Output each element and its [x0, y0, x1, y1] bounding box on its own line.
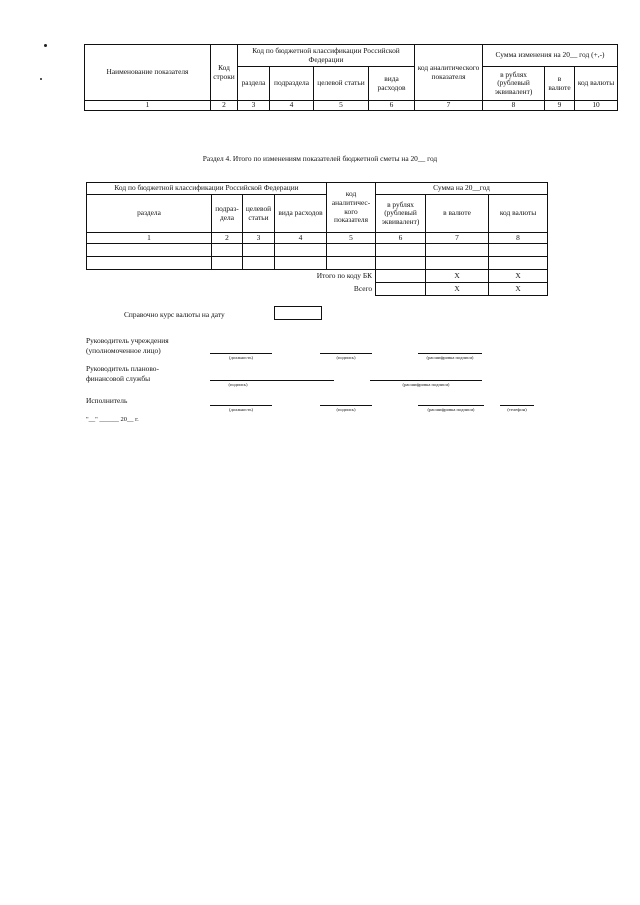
table-cell	[426, 257, 489, 270]
table-cell	[489, 257, 548, 270]
col-budget-classification: Код по бюджетной классификации Российской Федерации	[238, 45, 415, 67]
caption-decoding: (расшифровка подписи)	[426, 355, 474, 360]
caption-decoding: (расшифровка подписи)	[402, 382, 450, 387]
table-cell	[243, 244, 275, 257]
plan-decoding-line[interactable]	[370, 380, 482, 381]
section-4-title: Раздел 4. Итого по изменениям показателей бюджетной сметы на 20__ год	[202, 154, 438, 163]
col-sum: Сумма на 20__год	[376, 183, 548, 195]
head-signature-label: Руководитель учреждения (уполномоченное лицо)	[86, 336, 169, 355]
col-rubles: в рублях (рублевый эквивалент)	[483, 67, 545, 101]
table-cell	[489, 244, 548, 257]
x-mark: X	[489, 283, 548, 296]
col-number: 10	[575, 101, 618, 111]
col-subsection: подраз-дела	[212, 195, 243, 233]
table-cell	[376, 270, 426, 283]
table-cell	[376, 257, 426, 270]
exec-decoding-line[interactable]	[418, 405, 484, 406]
col-subsection: подраздела	[270, 67, 314, 101]
col-number: 3	[238, 101, 270, 111]
table-cell	[327, 244, 376, 257]
col-number: 1	[85, 101, 211, 111]
caption-phone: (телефон)	[507, 407, 527, 412]
col-currency-code: код валюты	[489, 195, 548, 233]
scan-speck	[40, 78, 42, 80]
table-cell	[212, 244, 243, 257]
x-mark: X	[426, 270, 489, 283]
col-number: 6	[376, 233, 426, 244]
col-number: 3	[243, 233, 275, 244]
col-number: 9	[545, 101, 575, 111]
exchange-rate-label: Справочно курс валюты на дату	[124, 310, 225, 319]
total-bk-row	[87, 270, 548, 283]
col-number: 4	[270, 101, 314, 111]
column-number-row	[87, 233, 548, 244]
col-target-article: целевой статьи	[314, 67, 369, 101]
caption-signature: (подпись)	[228, 382, 248, 387]
table-cell	[327, 257, 376, 270]
col-number: 5	[327, 233, 376, 244]
col-line-code: Код строки	[211, 45, 238, 101]
section-4-totals-table	[86, 182, 548, 296]
table-cell	[426, 244, 489, 257]
col-number: 7	[426, 233, 489, 244]
col-number: 6	[369, 101, 415, 111]
table-cell	[275, 244, 327, 257]
date-line[interactable]: "__" ______ 20__ г.	[86, 416, 139, 423]
caption-decoding: (расшифровка подписи)	[427, 407, 475, 412]
caption-position: (должность)	[228, 407, 254, 412]
head-decoding-line[interactable]	[418, 353, 482, 354]
table-cell	[87, 244, 212, 257]
exchange-rate-date-field[interactable]	[274, 306, 322, 320]
col-number: 2	[212, 233, 243, 244]
col-number: 1	[87, 233, 212, 244]
caption-position: (должность)	[228, 355, 254, 360]
exec-position-line[interactable]	[210, 405, 272, 406]
table-cell	[376, 244, 426, 257]
table-cell	[243, 257, 275, 270]
table-row	[87, 244, 548, 257]
col-change-sum: Сумма изменения на 20__ год (+,-)	[483, 45, 618, 67]
col-indicator-name: Наименование показателя	[85, 45, 211, 101]
col-target-article: целевой статьи	[243, 195, 275, 233]
col-section: раздела	[87, 195, 212, 233]
exec-signature-line[interactable]	[320, 405, 372, 406]
col-analytic-code: код аналитического показателя	[415, 45, 483, 101]
col-budget-classification: Код по бюджетной классификации Российской Федерации	[87, 183, 327, 195]
table-row	[87, 257, 548, 270]
col-expense-type: вида расходов	[369, 67, 415, 101]
col-section: раздела	[238, 67, 270, 101]
caption-signature: (подпись)	[336, 407, 356, 412]
total-label: Всего	[353, 283, 373, 293]
col-currency-code: код валюты	[575, 67, 618, 101]
plan-signature-line[interactable]	[210, 380, 334, 381]
indicator-change-table	[84, 44, 618, 111]
plan-signature-label: Руководитель планово-финансовой службы	[86, 364, 159, 383]
col-expense-type: вида расходов	[275, 195, 327, 233]
head-signature-line[interactable]	[320, 353, 372, 354]
caption-signature: (подпись)	[336, 355, 356, 360]
table-cell	[376, 283, 426, 296]
x-mark: X	[489, 270, 548, 283]
total-bk-label: Итого по коду БК	[316, 270, 373, 280]
col-number: 8	[483, 101, 545, 111]
table-cell	[275, 257, 327, 270]
column-number-row	[85, 101, 618, 111]
total-row	[87, 283, 548, 296]
col-number: 4	[275, 233, 327, 244]
col-currency: в валюте	[426, 195, 489, 233]
col-number: 8	[489, 233, 548, 244]
col-currency: в валюте	[545, 67, 575, 101]
col-number: 5	[314, 101, 369, 111]
head-position-line[interactable]	[210, 353, 272, 354]
table-cell	[212, 257, 243, 270]
col-rubles: в рублях (рублевый эквивалент)	[376, 195, 426, 233]
executor-signature-label: Исполнитель	[86, 396, 128, 405]
col-number: 2	[211, 101, 238, 111]
scan-speck	[44, 44, 47, 47]
col-analytic-code: код аналитичес-кого показателя	[327, 183, 376, 233]
x-mark: X	[426, 283, 489, 296]
exec-phone-line[interactable]	[500, 405, 534, 406]
table-cell	[87, 257, 212, 270]
col-number: 7	[415, 101, 483, 111]
